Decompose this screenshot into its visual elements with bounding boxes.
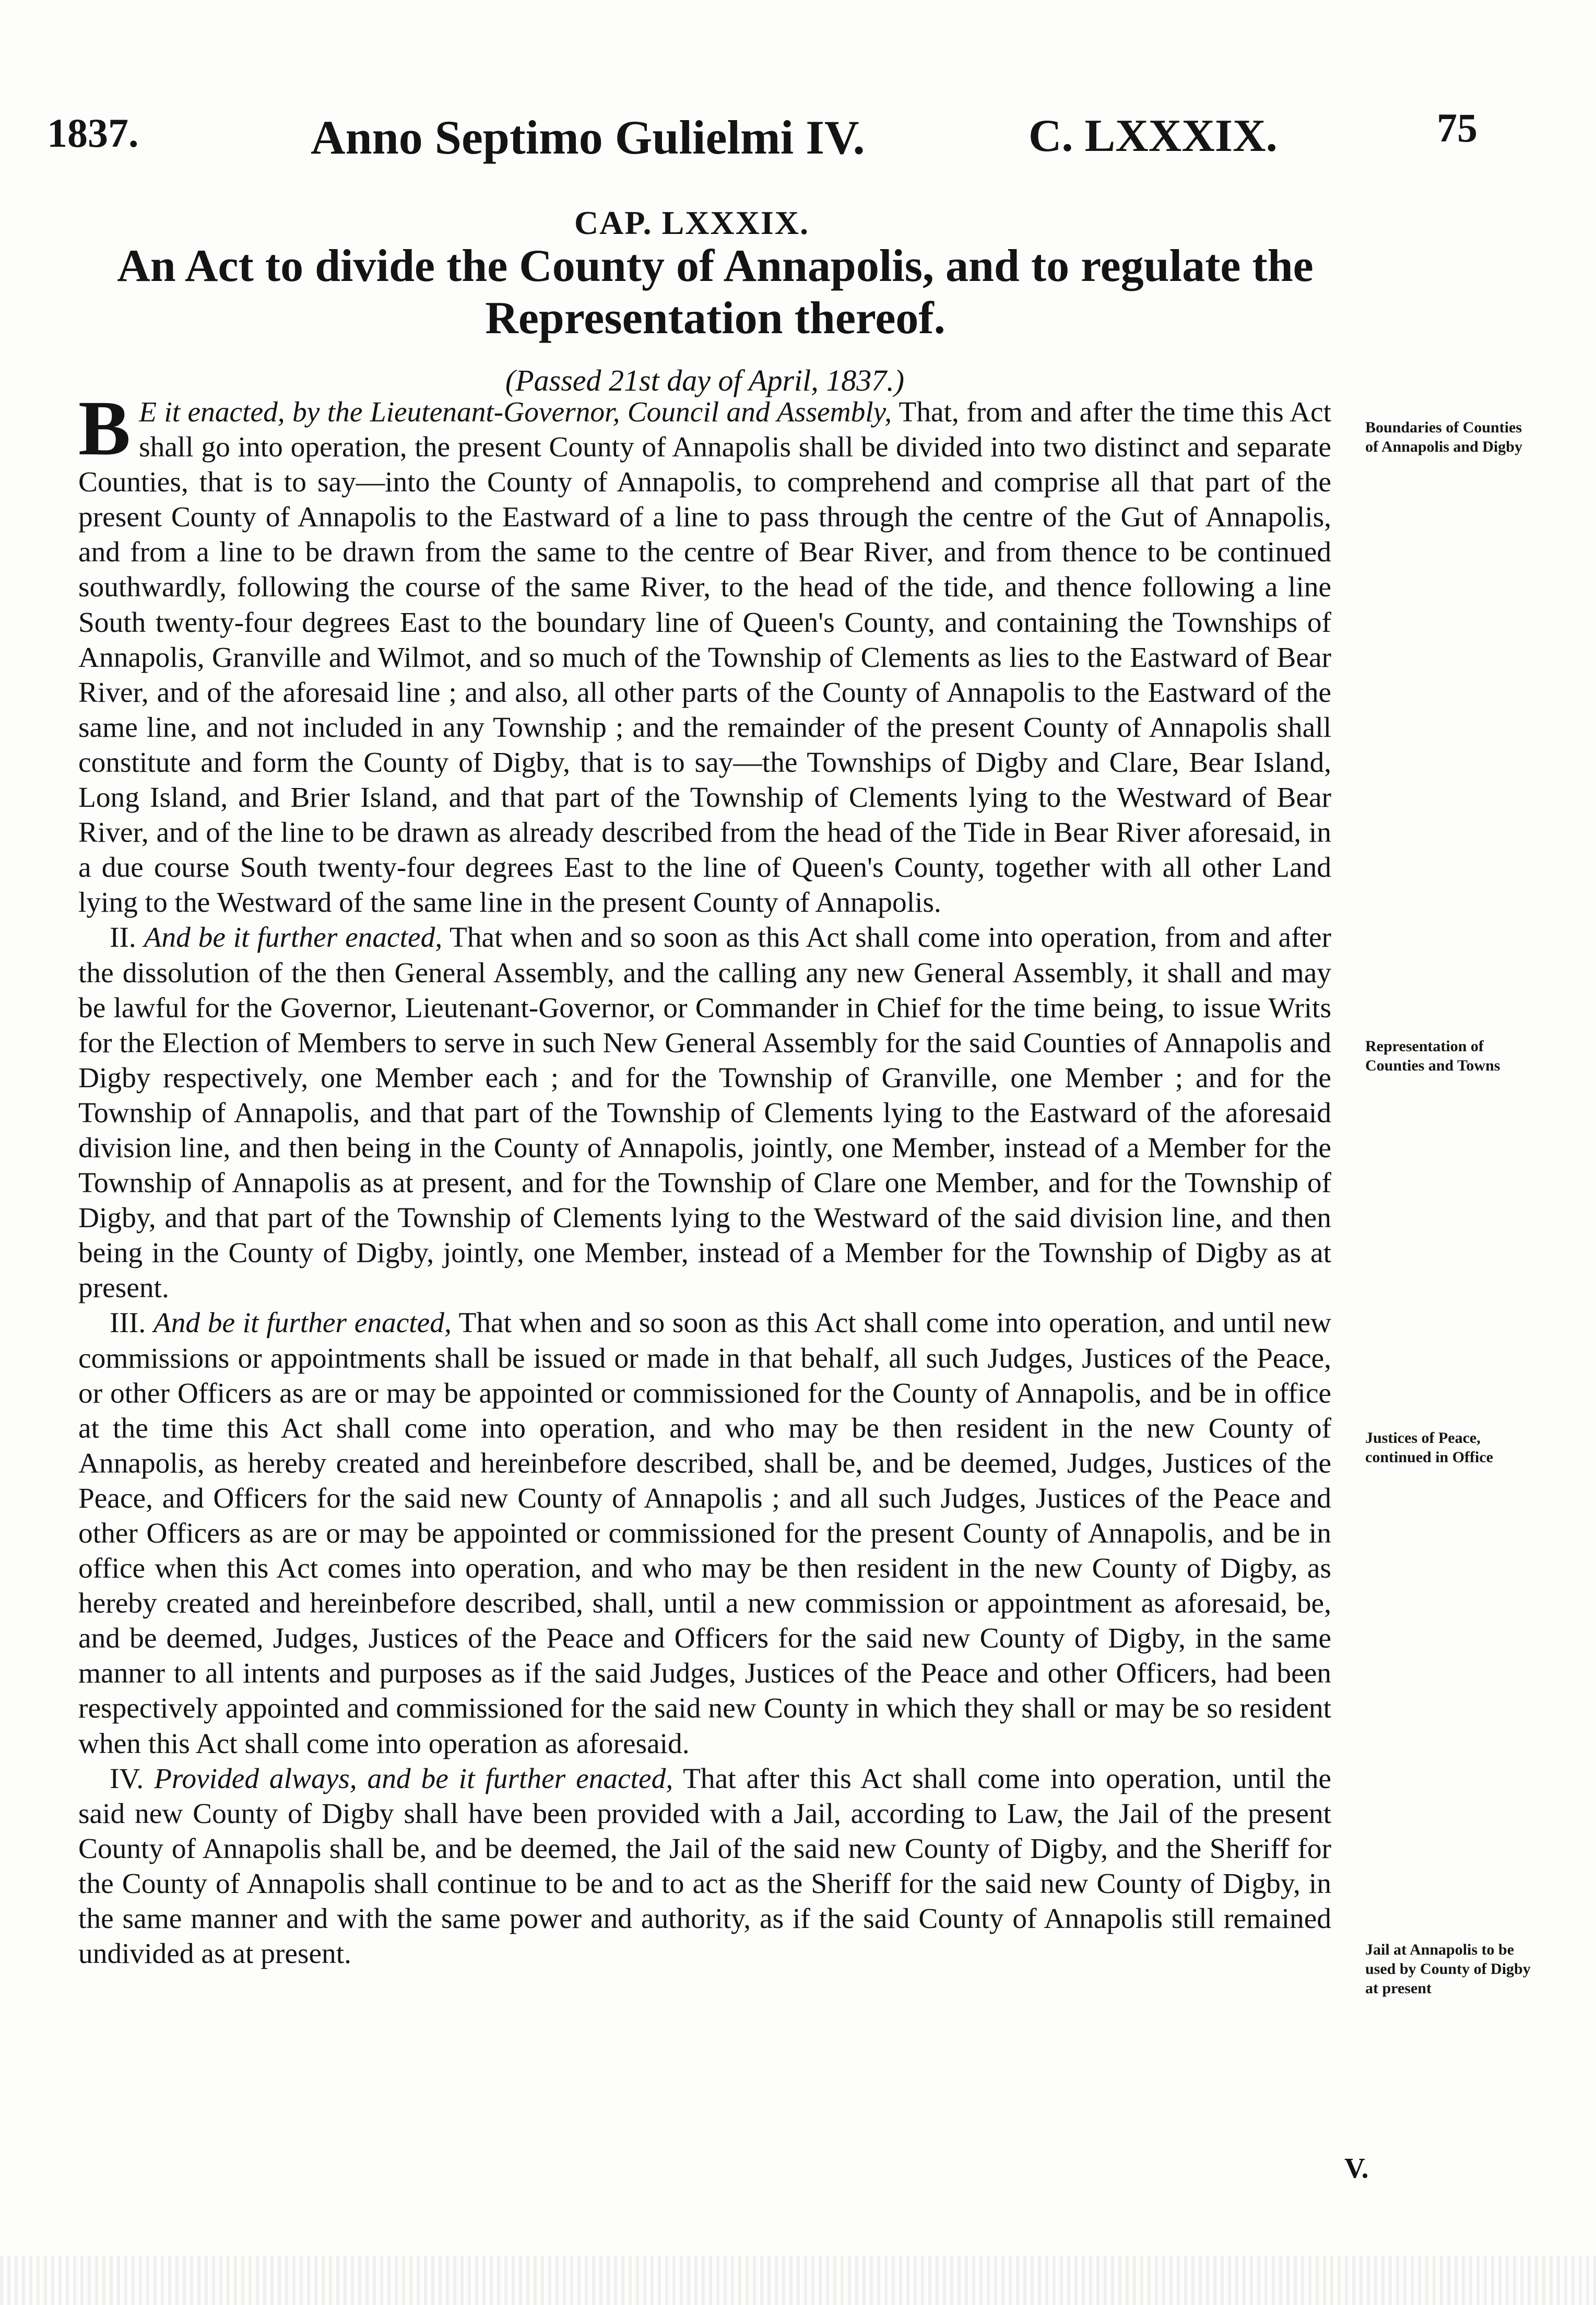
section-text: That after this Act shall come into operation, until the said new County of Digby shall have been provided with a Jail, according to Law, the Jail of the present County of Annapolis shall be, and be deemed, the Jail of the said new County of Digby, and the Sheriff for the County of Annapolis shall continue to be and to act as the Sheriff for the said new County of Digby, in the same manner and with the same power and authority, as if the said County of Annapolis still remained undivided as at present. <box>78 1762 1331 1970</box>
enacting-clause: Provided always, and be it further enacted, <box>154 1762 673 1794</box>
running-head-title: Anno Septimo Gulielmi IV. <box>311 111 865 164</box>
section-1 <box>78 385 1332 920</box>
enacting-clause: E it enacted, by the Lieutenant-Governor, Council and Assembly, <box>139 396 892 428</box>
running-head <box>47 105 1498 172</box>
section-text: That when and so soon as this Act shall come into operation, and until new commissions or appointments shall be issued or made in that behalf, all such Judges, Justices of the Peace, or other Officers as are or may be appointed or commissioned for the County of Annapolis, and be in office at the time this Act shall come into operation, and who may be then resident in the new County of Annapolis, as hereby created and hereinbefore described, shall be, and be deemed, Judges, Justices of the Peace, and Officers for the said new County of Annapolis ; and all such Judges, Justices of the Peace and other Officers as are or may be appointed or commissioned for the present County of Annapolis, and be in office when this Act comes into operation, and who may be then resident in the new County of Digby, as hereby created and hereinbefore described, shall, until a new commission or appointment as aforesaid, be, and be deemed, Judges, Justices of the Peace and Officers for the said new County of Digby, in the same manner to all intents and purposes as if the said Judges, Justices of the Peace and other Officers, had been respectively appointed and commissioned for the said new County in which they shall or may be so resident when this Act shall come into operation as aforesaid. <box>78 1307 1331 1759</box>
section-3 <box>78 1305 1331 1760</box>
running-head-year: 1837. <box>47 110 139 156</box>
section-text: That when and so soon as this Act shall come into operation, from and after the dissolution of the then General Assembly, and the calling any new General Assembly, it shall and may be lawful for the Governor, Lieutenant-Governor, or Commander in Chief for the time being, to issue Writs for the Election of Members to serve in such New General Assembly for the said Counties of Annapolis and Digby respectively, one Member each ; and for the Township of Granville, one Member ; and for the Township of Annapolis, and that part of the Township of Clements lying to the Eastward of the aforesaid division line, and then being in the County of Annapolis, jointly, one Member, instead of a Member for the Township of Annapolis as at present, and for the Township of Clare one Member, and for the Township of Digby, and that part of the Township of Clements lying to the Westward of the said division line, and then being in the County of Digby, jointly, one Member, instead of a Member for the Township of Digby as at present. <box>78 921 1331 1304</box>
section-numeral: II. <box>110 921 136 954</box>
section-text: That, from and after the time this Act shall go into operation, the present County of Annapolis shall be divided into two distinct and separate Counties, that is to say—into the County of Annapolis, to comprehend and comprise all that part of the present County of Annapolis to the Eastward of a line to pass through the centre of the Gut of Annapolis, and from a line to be drawn from the same to the centre of Bear River, and from thence to be continued southwardly, following the course of the same River, to the head of the tide, and thence following a line South twenty-four degrees East to the boundary line of Queen's County, and containing the Townships of Annapolis, Granville and Wilmot, and so much of the Township of Clements as lies to the Eastward of Bear River, and of the aforesaid line ; and also, all other parts of the County of Annapolis to the Eastward of the same line, and not included in any Township ; and the remainder of the present County of Annapolis shall constitute and form the County of Digby, that is to say—the Townships of Digby and Clare, Bear Island, Long Island, and Brier Island, and that part of the Township of Clements lying to the Westward of Bear River, and of the line to be drawn as already described from the head of the Tide in Bear River aforesaid, in a due course South twenty-four degrees East to the line of Queen's County, together with all other Land lying to the Westward of the same line in the present County of Annapolis. <box>78 396 1332 919</box>
section-2 <box>78 920 1331 1305</box>
section-numeral: IV. <box>110 1762 144 1794</box>
enacting-clause: And be it further enacted, <box>153 1307 452 1339</box>
drop-cap: B <box>78 385 131 472</box>
section-4 <box>78 1761 1331 1971</box>
margin-note-jail: Jail at Annapolis to be used by County of Digby at present <box>1365 1941 1531 1997</box>
catchword: V. <box>1344 2152 1369 2184</box>
chapter-heading: CAP. LXXXIX. <box>574 204 810 241</box>
margin-note-justices: Justices of Peace, continued in Office <box>1365 1429 1493 1466</box>
act-body <box>78 385 1332 1971</box>
section-numeral: III. <box>110 1307 146 1339</box>
enacting-clause: And be it further enacted, <box>144 921 443 954</box>
running-head-chapter: C. LXXXIX. <box>1028 111 1278 161</box>
passed-date: (Passed 21st day of April, 1837.) <box>505 363 905 397</box>
margin-note-representation: Representation of Counties and Towns <box>1365 1038 1500 1074</box>
margin-note-boundaries: Boundaries of Counties of Annapolis and Digby <box>1365 419 1522 455</box>
page-number: 75 <box>1437 105 1477 150</box>
scan-noise-strip <box>0 2256 1596 2305</box>
act-title: An Act to divide the County of Annapolis, and to regulate the Representation thereof. <box>117 241 1314 344</box>
